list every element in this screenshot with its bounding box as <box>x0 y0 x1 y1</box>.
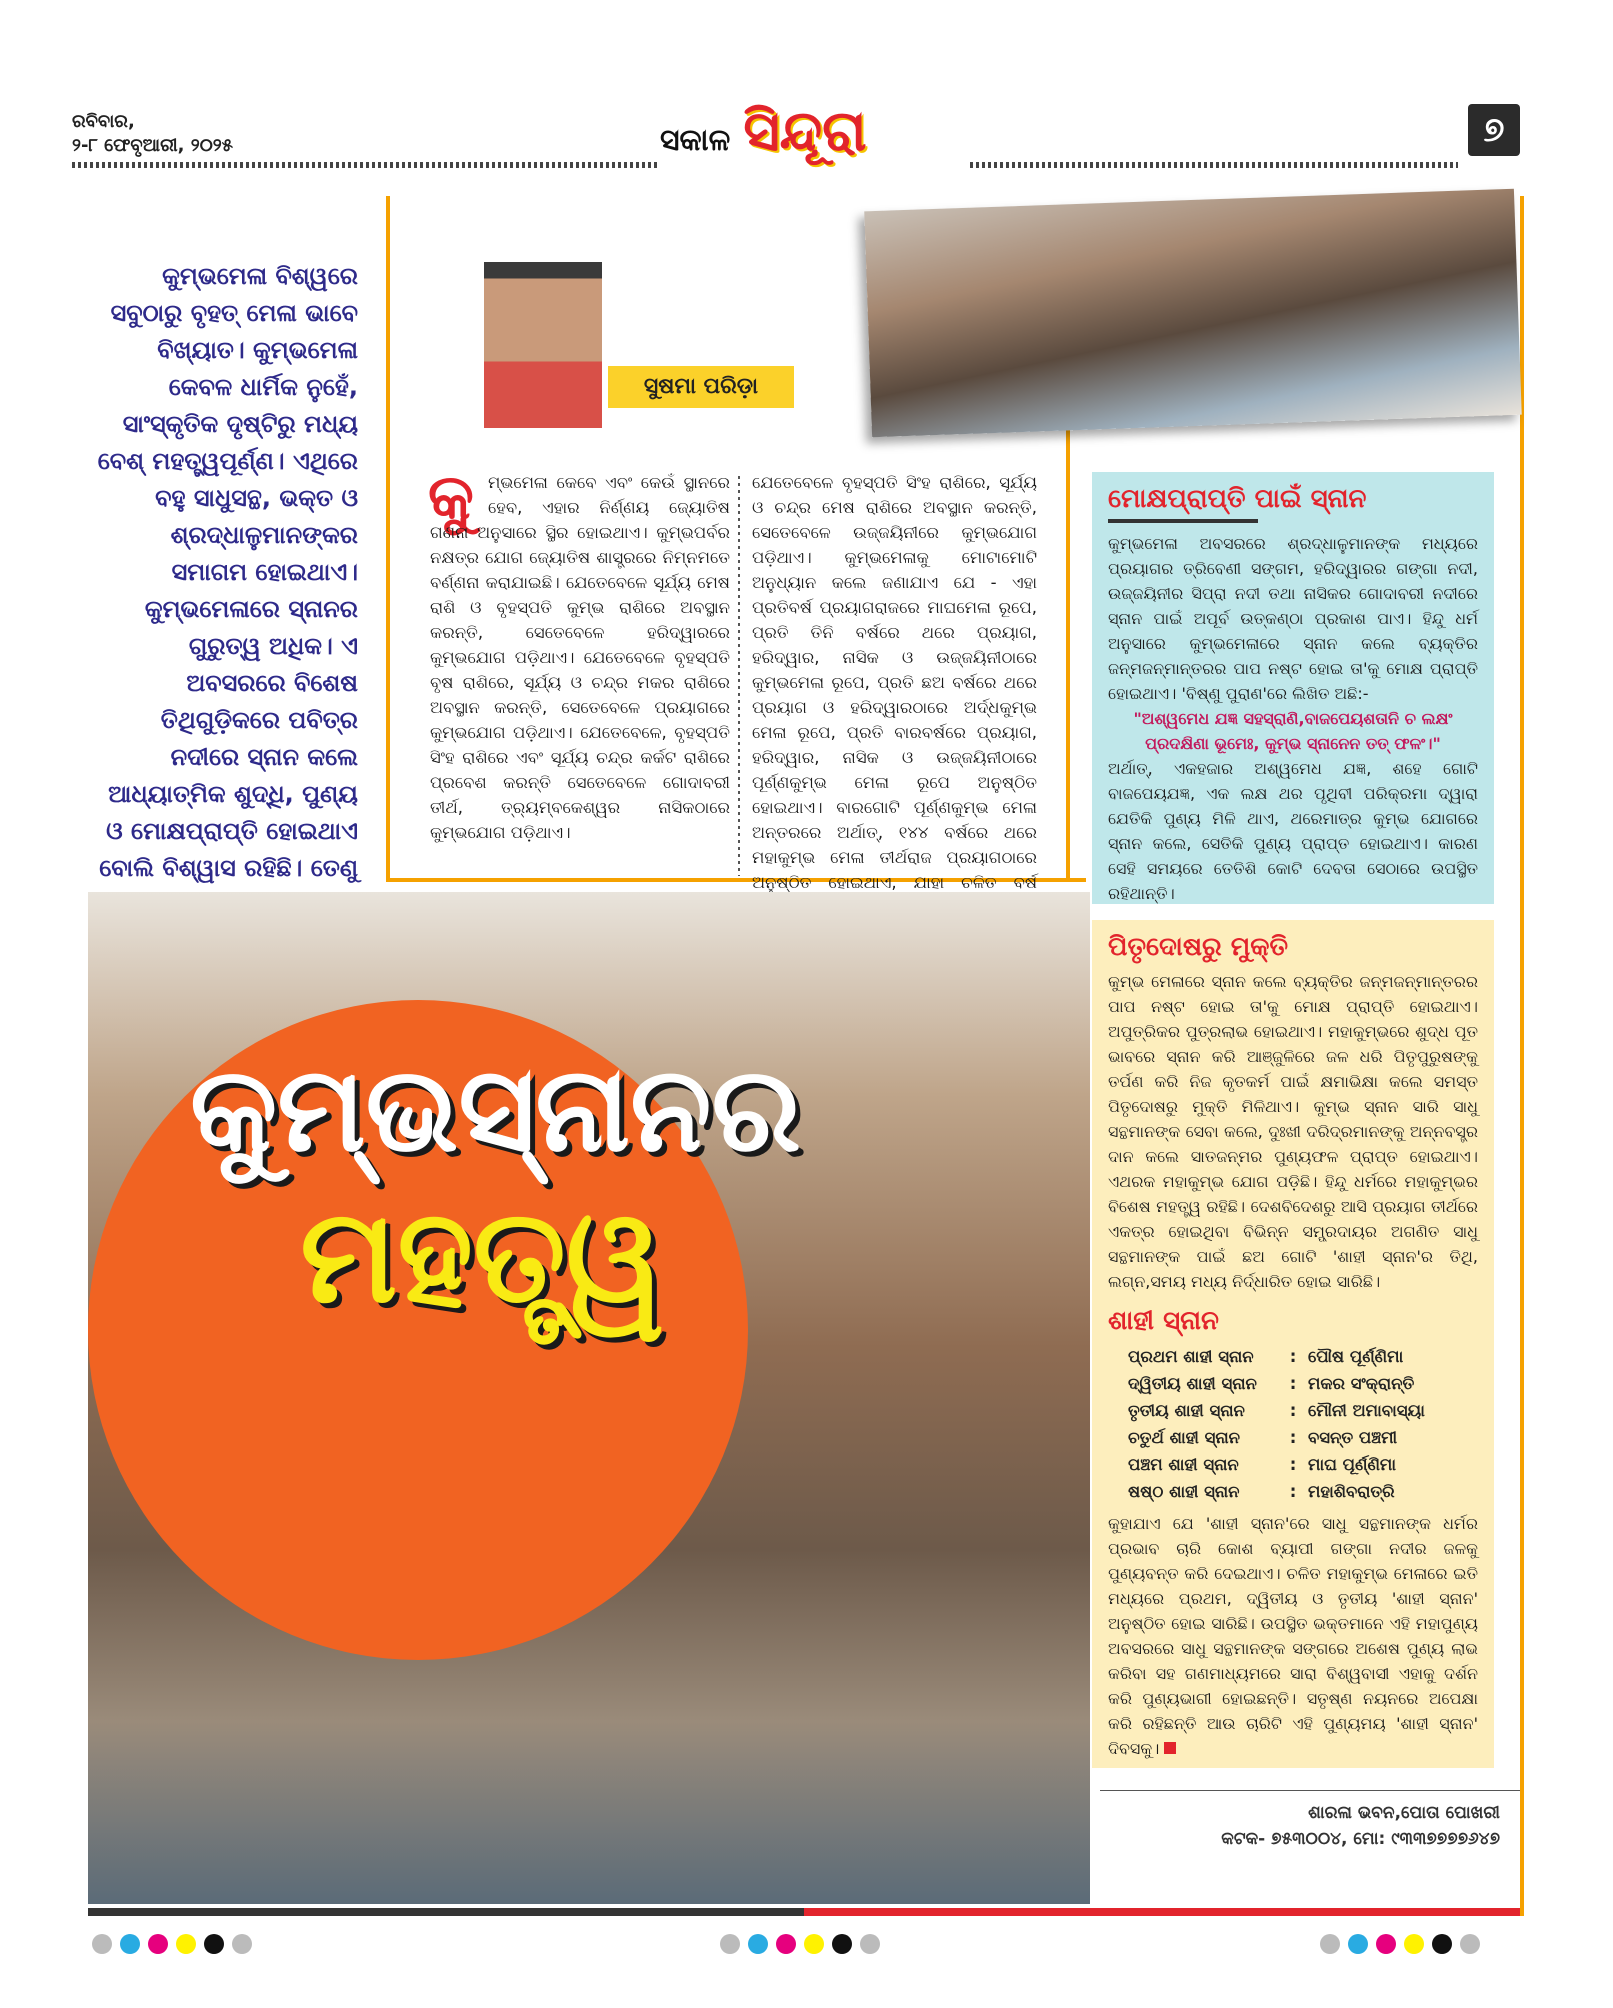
headline-line-2: ମହତ୍ତ୍ୱ <box>300 1180 664 1332</box>
date-range: ୨-୮ ଫେବୃଆରୀ, ୨୦୨୫ <box>72 135 233 156</box>
shahi-sep: : <box>1289 1482 1297 1501</box>
shahi-sep: : <box>1289 1401 1297 1420</box>
moksha-heading: ମୋକ୍ଷପ୍ରାପ୍ତି ପାଇଁ ସ୍ନାନ <box>1108 484 1367 514</box>
header-rule-right <box>970 162 1458 168</box>
shahi-name: ପଞ୍ଚମ ଶାହୀ ସ୍ନାନ <box>1128 1455 1239 1474</box>
registration-marks-center <box>720 1934 880 1954</box>
author-photo <box>484 262 602 428</box>
article-column-1 <box>430 470 730 845</box>
shahi-name: ଦ୍ୱିତୀୟ ଶାହୀ ସ୍ନାନ <box>1128 1374 1257 1393</box>
shahi-row <box>1128 1343 1478 1370</box>
issue-date <box>72 110 233 158</box>
moksha-text-2: ଅର୍ଥାତ୍, ଏକହଜାର ଅଶ୍ୱମେଧ ଯଜ୍ଞ, ଶହେ ଗୋଟି ବାଜପେୟଯଜ୍ଞ, ଏକ ଲକ୍ଷ ଥର ପୃଥିବୀ ପରିକ୍ରମା ଦ୍ୱାରା ଯେତିକି ପୁଣ୍ୟ ମିଳି ଥାଏ, ଥରେମାତ୍ର କୁମ୍ଭ ଯୋଗରେ ସ୍ନାନ କଲେ, ସେତିକି ପୁଣ୍ୟ ପ୍ରାପ୍ତ ହୋଇଥାଏ। କାରଣ ସେହି ସମୟରେ ତେତିଶି କୋଟି ଦେବତା ସେଠାରେ ଉପସ୍ଥିତ ରହିଥାନ୍ତି। <box>1108 759 1478 903</box>
brand-small: ସକାଳ <box>660 123 731 158</box>
divider-right <box>1520 196 1524 1916</box>
shahi-date: ପୌଷ ପୂର୍ଣ୍ଣିମା <box>1308 1347 1404 1366</box>
shahi-name: ପ୍ରଥମ ଶାହୀ ସ୍ନାନ <box>1128 1347 1254 1366</box>
shahi-name: ଷଷ୍ଠ ଶାହୀ ସ୍ନାନ <box>1128 1482 1240 1501</box>
article-column-2: ଯେତେବେଳେ ବୃହସ୍ପତି ସିଂହ ରାଶିରେ, ସୂର୍ଯ୍ୟ ଓ ଚନ୍ଦ୍ର ମେଷ ରାଶିରେ ଅବସ୍ଥାନ କରନ୍ତି, ସେତେବେଳେ ଉଜ୍ଜୟିନୀରେ କୁମ୍ଭଯୋଗ ପଡ଼ିଥାଏ। କୁମ୍ଭମେଳାକୁ ମୋଟାମୋଟି ଅନୁଧ୍ୟାନ କଲେ ଜଣାଯାଏ ଯେ - ଏହା ପ୍ରତିବର୍ଷ ପ୍ରୟାଗରାଜରେ ମାଘମେଳା ରୂପେ, ପ୍ରତି ତିନି ବର୍ଷରେ ଥରେ ପ୍ରୟାଗ, ହରିଦ୍ୱାର, ନାସିକ ଓ ଉଜ୍ଜୟିନୀଠାରେ କୁମ୍ଭମେଳା ରୂପେ, ପ୍ରତି ଛଅ ବର୍ଷରେ ଥରେ ପ୍ରୟାଗ ଓ ହରିଦ୍ୱାରଠାରେ ଅର୍ଦ୍ଧକୁମ୍ଭ ମେଳା ରୂପେ, ପ୍ରତି ବାରବର୍ଷରେ ପ୍ରୟାଗ, ହରିଦ୍ୱାର, ନାସିକ ଓ ଉଜ୍ଜୟିନୀଠାରେ ପୂର୍ଣ୍ଣକୁମ୍ଭ ମେଳା ରୂପେ ଅନୁଷ୍ଠିତ ହୋଇଥାଏ। ବାରଗୋଟି ପୂର୍ଣ୍ଣକୁମ୍ଭ ମେଳା ଅନ୍ତରରେ ଅର୍ଥାତ୍, ୧୪୪ ବର୍ଷରେ ଥରେ ମହାକୁମ୍ଭ ମେଳା ତୀର୍ଥରାଜ ପ୍ରୟାଗଠାରେ ଅନୁଷ୍ଠିତ ହୋଇଥାଏ, ଯାହା ଚଳିତ ବର୍ଷ <box>752 473 1037 892</box>
shahi-row <box>1128 1397 1478 1424</box>
pitru-text: କୁମ୍ଭ ମେଳାରେ ସ୍ନାନ କଲେ ବ୍ୟକ୍ତିର ଜନ୍ମଜନ୍ମାନ୍ତରର ପାପ ନଷ୍ଟ ହୋଇ ତା'କୁ ମୋକ୍ଷ ପ୍ରାପ୍ତି ହୋଇଥାଏ। ଅପୁତ୍ରିକର ପୁତ୍ରଲାଭ ହୋଇଥାଏ। ମହାକୁମ୍ଭରେ ଶୁଦ୍ଧ ପୂତ ଭାବରେ ସ୍ନାନ କରି ଆଞ୍ଜୁଳିରେ ଜଳ ଧରି ପିତୃପୁରୁଷଙ୍କୁ ତର୍ପଣ କରି ନିଜ କୃତକର୍ମ ପାଇଁ କ୍ଷମାଭିକ୍ଷା କଲେ ସମସ୍ତ ପିତୃଦୋଷରୁ ମୁକ୍ତି ମିଳିଥାଏ। କୁମ୍ଭ ସ୍ନାନ ସାରି ସାଧୁ ସନ୍ଥମାନଙ୍କ ସେବା କଲେ, ଦୁଃଖୀ ଦରିଦ୍ରମାନଙ୍କୁ ଅନ୍ନବସ୍ତ୍ର ଦାନ କଲେ ସାତଜନ୍ମର ପୁଣ୍ୟଫଳ ପ୍ରାପ୍ତ ହୋଇଥାଏ। ଏଥରକ ମହାକୁମ୍ଭ ଯୋଗ ପଡ଼ିଛି। ହିନ୍ଦୁ ଧର୍ମରେ ମହାକୁମ୍ଭର ବିଶେଷ ମହତ୍ତ୍ୱ ରହିଛି। ଦେଶବିଦେଶରୁ ଆସି ପ୍ରୟାଗ ତୀର୍ଥରେ ଏକତ୍ର ହୋଇଥିବା ବିଭିନ୍ନ ସମ୍ପ୍ରଦାୟର ଅଗଣିତ ସାଧୁ ସନ୍ଥମାନଙ୍କ ପାଇଁ ଛଅ ଗୋଟି 'ଶାହୀ ସ୍ନାନ'ର ତିଥି, ଲଗ୍ନ,ସମୟ ମଧ୍ୟ ନିର୍ଦ୍ଧାରିତ ହୋଇ ସାରିଛି। <box>1108 972 1478 1291</box>
masthead-logo <box>660 98 867 165</box>
page-number: ୭ <box>1468 104 1520 156</box>
shahi-text-body: କୁହାଯାଏ ଯେ 'ଶାହୀ ସ୍ନାନ'ରେ ସାଧୁ ସନ୍ଥମାନଙ୍କ ଧର୍ମର ପ୍ରଭାବ ଚାରି କୋଶ ବ୍ୟାପୀ ଗଙ୍ଗା ନଦୀର ଜଳକୁ ପୁଣ୍ୟବନ୍ତ କରି ଦେଇଥାଏ। ଚଳିତ ମହାକୁମ୍ଭ ମେଳାରେ ଇତି ମଧ୍ୟରେ ପ୍ରଥମ, ଦ୍ୱିତୀୟ ଓ ତୃତୀୟ 'ଶାହୀ ସ୍ନାନ' ଅନୁଷ୍ଠିତ ହୋଇ ସାରିଛି। ଉପସ୍ଥିତ ଭକ୍ତମାନେ ଏହି ମହାପୁଣ୍ୟ ଅବସରରେ ସାଧୁ ସନ୍ଥମାନଙ୍କ ସଙ୍ଗରେ ଅଶେଷ ପୁଣ୍ୟ ଲାଭ କରିବା ସହ ଗଣମାଧ୍ୟମରେ ସାରା ବିଶ୍ୱବାସୀ ଏହାକୁ ଦର୍ଶନ କରି ପୁଣ୍ୟଭାଗୀ ହୋଇଛନ୍ତି। ସତୃଷ୍ଣ ନୟନରେ ଅପେକ୍ଷା କରି ରହିଛନ୍ତି ଆଉ ଚାରିଟି ଏହି ପୁଣ୍ୟମୟ 'ଶାହୀ ସ୍ନାନ' ଦିବସକୁ। <box>1108 1514 1478 1758</box>
author-address <box>1100 1800 1500 1852</box>
heading-underline <box>1108 519 1258 523</box>
shahi-sep: : <box>1289 1428 1297 1447</box>
shahi-date: ମକର ସଂକ୍ରାନ୍ତି <box>1308 1374 1415 1393</box>
column-1-text: ମ୍ଭମେଳା କେବେ ଏବଂ କେଉଁ ସ୍ଥାନରେ ହେବ, ଏହାର ନିର୍ଣ୍ଣୟ ଜ୍ୟୋତିଷ ଗଣନା ଅନୁସାରେ ସ୍ଥିର ହୋଇଥାଏ। କୁମ୍ଭପର୍ବର ନକ୍ଷତ୍ର ଯୋଗ ଜ୍ୟୋତିଷ ଶାସ୍ତ୍ରରେ ନିମ୍ନମତେ ବର୍ଣ୍ଣନା କରାଯାଇଛି। ଯେତେବେଳେ ସୂର୍ଯ୍ୟ ମେଷ ରାଶି ଓ ବୃହସ୍ପତି କୁମ୍ଭ ରାଶିରେ ଅବସ୍ଥାନ କରନ୍ତି, ସେତେବେଳେ ହରିଦ୍ୱାରରେ କୁମ୍ଭଯୋଗ ପଡ଼ିଥାଏ। ଯେତେବେଳେ ବୃହସ୍ପତି ବୃଷ ରାଶିରେ, ସୂର୍ଯ୍ୟ ଓ ଚନ୍ଦ୍ର ମକର ରାଶିରେ ଅବସ୍ଥାନ କରନ୍ତି, ସେତେବେଳେ ପ୍ରୟାଗରେ କୁମ୍ଭଯୋଗ ପଡ଼ିଥାଏ। ଯେତେବେଳେ, ବୃହସ୍ପତି ସିଂହ ରାଶିରେ ଏବଂ ସୂର୍ଯ୍ୟ ଚନ୍ଦ୍ର କର୍କଟ ରାଶିରେ ପ୍ରବେଶ କରନ୍ତି ସେତେବେଳେ ଗୋଦାବରୀ ତୀର୍ଥ, ତ୍ର୍ୟମ୍ବକେଶ୍ୱର ନାସିକଠାରେ କୁମ୍ଭଯୋଗ ପଡ଼ିଥାଏ। <box>430 473 730 842</box>
shahi-heading: ଶାହୀ ସ୍ନାନ <box>1108 1306 1219 1336</box>
end-mark <box>1164 1742 1176 1754</box>
shahi-sep: : <box>1289 1455 1297 1474</box>
shahi-date: ବସନ୍ତ ପଞ୍ଚମୀ <box>1308 1428 1398 1447</box>
moksha-box <box>1092 472 1494 904</box>
registration-marks-left <box>92 1934 252 1954</box>
dropcap-space <box>430 470 488 518</box>
drop-cap: କୁ <box>428 460 474 533</box>
moksha-text-1: କୁମ୍ଭମେଳା ଅବସରରେ ଶ୍ରଦ୍ଧାଳୁମାନଙ୍କ ମଧ୍ୟରେ ପ୍ରୟାଗର ତ୍ରିବେଣୀ ସଙ୍ଗମ, ହରିଦ୍ୱାରର ଗଙ୍ଗା ନଦୀ, ଉଜ୍ଜୟିନୀର ସିପ୍ରା ନଦୀ ତଥା ନାସିକର ଗୋଦାବରୀ ନଦୀରେ ସ୍ନାନ ପାଇଁ ଅପୂର୍ବ ଉତ୍କଣ୍ଠା ପ୍ରକାଶ ପାଏ। ହିନ୍ଦୁ ଧର୍ମ ଅନୁସାରେ କୁମ୍ଭମେଳାରେ ସ୍ନାନ କଲେ ବ୍ୟକ୍ତିର ଜନ୍ମଜନ୍ମାନ୍ତରର ପାପ ନଷ୍ଟ ହୋଇ ତା'କୁ ମୋକ୍ଷ ପ୍ରାପ୍ତି ହୋଇଥାଏ। 'ବିଷ୍ଣୁ ପୁରାଣ'ରେ ଲିଖିତ ଅଛି:- <box>1108 534 1478 703</box>
shahi-date: ମାଘ ପୂର୍ଣ୍ଣିମା <box>1308 1455 1397 1474</box>
author-name: ସୁଷମା ପରିଡ଼ା <box>608 366 794 408</box>
address-line-2: କଟକ- ୭୫୩୦୦୪, ମୋ: ୯୩୩୭୭୭୭୬୪୭ <box>1221 1829 1500 1849</box>
column-divider <box>738 476 740 876</box>
headline-line-1: କୁମ୍ଭସ୍ନାନର <box>190 1040 801 1178</box>
address-line-1: ଶାରଳା ଭବନ,ପୋତା ପୋଖରୀ <box>1308 1803 1500 1823</box>
shahi-row <box>1128 1424 1478 1451</box>
pitru-heading: ପିତୃଦୋଷରୁ ମୁକ୍ତି <box>1108 932 1288 962</box>
shahi-sep: : <box>1289 1374 1297 1393</box>
shahi-name: ତୃତୀୟ ଶାହୀ ସ୍ନାନ <box>1128 1401 1245 1420</box>
shahi-row <box>1128 1478 1478 1505</box>
divider-mid <box>1066 430 1070 882</box>
shahi-sep: : <box>1289 1347 1297 1366</box>
shahi-name: ଚତୁର୍ଥ ଶାହୀ ସ୍ନାନ <box>1128 1428 1240 1447</box>
header-rule-left <box>72 162 657 168</box>
shahi-date: ମୌନୀ ଅମାବାସ୍ୟା <box>1308 1401 1425 1420</box>
pitru-shahi-box <box>1092 920 1494 1768</box>
shahi-row <box>1128 1370 1478 1397</box>
weekday: ରବିବାର, <box>72 111 135 132</box>
bottom-rule <box>88 1908 1520 1916</box>
address-rule <box>1100 1790 1520 1791</box>
bathing-crowd-photo <box>864 189 1521 438</box>
shahi-text <box>1108 1511 1478 1761</box>
shahi-date: ମହାଶିବରାତ୍ରି <box>1308 1482 1395 1501</box>
registration-marks-right <box>1320 1934 1480 1954</box>
brand-big: ସିନ୍ଦୂରା <box>743 98 867 164</box>
shahi-list <box>1128 1343 1478 1505</box>
intro-text: କୁମ୍ଭମେଳା ବିଶ୍ୱରେ ସବୁଠାରୁ ବୃହତ୍ ମେଳା ଭାବେ ବିଖ୍ୟାତ। କୁମ୍ଭମେଳା କେବଳ ଧାର୍ମିକ ନୁହେଁ, ସାଂସ୍କୃତିକ ଦୃଷ୍ଟିରୁ ମଧ୍ୟ ବେଶ୍ ମହତ୍ତ୍ୱପୂର୍ଣ୍ଣ। ଏଥିରେ ବହୁ ସାଧୁସନ୍ଥ, ଭକ୍ତ ଓ ଶ୍ରଦ୍ଧାଳୁମାନଙ୍କର ସମାଗମ ହୋଇଥାଏ। କୁମ୍ଭମେଳାରେ ସ୍ନାନର ଗୁରୁତ୍ୱ ଅଧିକ। ଏ ଅବସରରେ ବିଶେଷ ତିଥିଗୁଡ଼ିକରେ ପବିତ୍ର ନଦୀରେ ସ୍ନାନ କଲେ ଆଧ୍ୟାତ୍ମିକ ଶୁଦ୍ଧି, ପୁଣ୍ୟ ଓ ମୋକ୍ଷପ୍ରାପ୍ତି ହୋଇଥାଏ ବୋଲି ବିଶ୍ୱାସ ରହିଛି। ତେଣୁ <box>97 262 358 882</box>
shahi-row <box>1128 1451 1478 1478</box>
moksha-quote: "ଅଶ୍ୱମେଧ ଯଜ୍ଞ ସହସ୍ରାଣି,ବାଜପେୟଶତାନି ଚ ଲକ୍ଷଂ ପ୍ରଦକ୍ଷିଣା ଭୂମେଃ, କୁମ୍ଭ ସ୍ନାନେନ ତତ୍ ଫଳଂ।" <box>1133 709 1453 753</box>
divider-left <box>386 196 390 882</box>
